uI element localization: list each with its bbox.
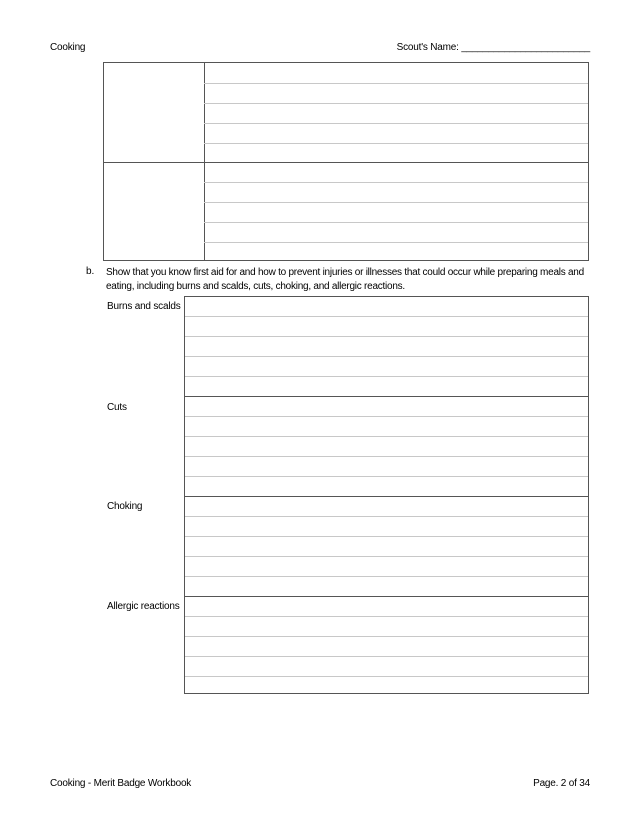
writing-line xyxy=(185,316,588,317)
writing-line xyxy=(204,103,588,104)
page-number: Page. 2 of 34 xyxy=(533,778,590,789)
writing-line xyxy=(185,476,588,477)
section-divider xyxy=(185,496,588,497)
writing-line xyxy=(185,616,588,617)
writing-line xyxy=(204,202,588,203)
writing-line xyxy=(185,456,588,457)
writing-line xyxy=(204,182,588,183)
writing-line xyxy=(185,576,588,577)
writing-line xyxy=(185,536,588,537)
writing-line xyxy=(185,516,588,517)
row-divider xyxy=(104,162,588,163)
writing-line xyxy=(204,143,588,144)
writing-line xyxy=(204,242,588,243)
section-divider xyxy=(185,596,588,597)
writing-line xyxy=(185,636,588,637)
writing-line xyxy=(185,416,588,417)
writing-line xyxy=(185,676,588,677)
answer-table-top xyxy=(103,62,589,261)
writing-line xyxy=(185,436,588,437)
row-label-burns: Burns and scalds xyxy=(107,301,181,312)
row-label-allergic: Allergic reactions xyxy=(107,601,180,612)
row-label-cuts: Cuts xyxy=(107,402,127,413)
writing-line xyxy=(185,556,588,557)
answer-table-bottom xyxy=(184,296,589,694)
footer-title: Cooking - Merit Badge Workbook xyxy=(50,778,192,789)
row-label-choking: Choking xyxy=(107,501,143,512)
scout-name-label: Scout's Name: ________________________ xyxy=(396,42,590,53)
header-title: Cooking xyxy=(50,42,86,53)
writing-line xyxy=(204,222,588,223)
writing-line xyxy=(185,356,588,357)
question-text: Show that you know first aid for and how to prevent injuries or illnesses that could occur while preparing meals and eating, including burns and scalds, cuts, choking, and allergic reactions. xyxy=(106,267,584,292)
section-divider xyxy=(185,396,588,397)
writing-line xyxy=(185,336,588,337)
writing-line xyxy=(185,656,588,657)
writing-line xyxy=(204,83,588,84)
writing-line xyxy=(185,376,588,377)
writing-line xyxy=(204,123,588,124)
question-letter: b. xyxy=(86,266,95,277)
